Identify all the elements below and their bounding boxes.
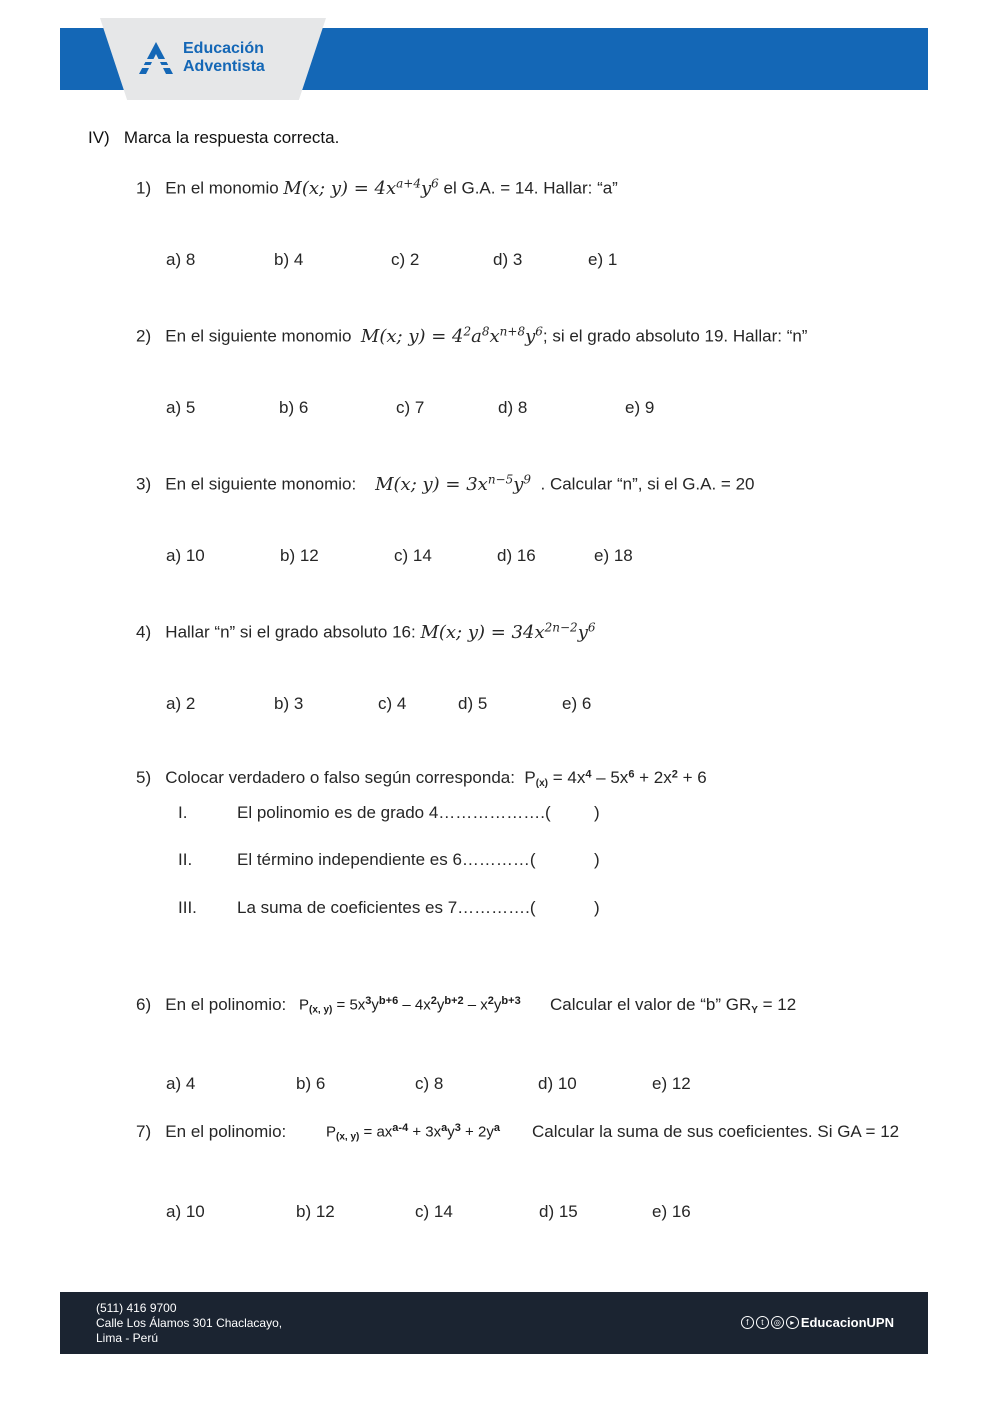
statement-text: El término independiente es 6…………( <box>237 850 536 869</box>
statement-roman: II. <box>178 850 193 869</box>
answer-option[interactable]: d) 15 <box>539 1202 578 1221</box>
question-number: 1) <box>136 178 152 198</box>
answer-option[interactable]: b) 4 <box>274 250 304 269</box>
brand-line-1: Educación <box>183 40 264 57</box>
facebook-icon[interactable]: f <box>741 1316 754 1329</box>
question-text: En el siguiente monomio <box>165 326 352 346</box>
answer-option[interactable]: b) 6 <box>279 398 309 417</box>
answer-option[interactable]: c) 8 <box>415 1074 444 1093</box>
monomial-formula: M(x; $y) = 4x^{a+4}y^6$ <box>283 176 439 199</box>
answer-option[interactable]: c) 4 <box>378 694 407 713</box>
monomial-formula: M(x; $y) = 4^2a^8x^{n+8}y^6$ <box>360 324 543 347</box>
section-title <box>88 128 339 148</box>
answer-option[interactable]: c) 14 <box>415 1202 453 1221</box>
adventist-logo-icon <box>139 42 173 74</box>
question-3 <box>136 472 755 495</box>
question-1 <box>136 176 618 199</box>
answer-option[interactable]: b) 12 <box>280 546 319 565</box>
answer-option[interactable]: e) 6 <box>562 694 592 713</box>
answer-option[interactable]: e) 12 <box>652 1074 691 1093</box>
question-number: 2) <box>136 326 152 346</box>
brand-line-2: Adventista <box>183 58 265 75</box>
twitter-icon[interactable]: t <box>756 1316 769 1329</box>
question-text-end: el G.A. = 14. Hallar: “a” <box>443 178 618 198</box>
answer-option[interactable]: e) 9 <box>625 398 655 417</box>
question-text-end: . Calcular “n”, si el G.A. = 20 <box>540 474 755 494</box>
section-numeral: IV) <box>88 128 110 147</box>
answer-option[interactable]: b) 12 <box>296 1202 335 1221</box>
answer-option[interactable]: e) 1 <box>588 250 618 269</box>
question-4 <box>136 620 596 643</box>
answer-option[interactable]: d) 10 <box>538 1074 577 1093</box>
statement-text: El polinomio es de grado 4……………….( <box>237 803 551 822</box>
brand-name <box>183 40 265 76</box>
statement-roman: III. <box>178 898 197 917</box>
answer-option[interactable]: c) 2 <box>391 250 420 269</box>
answer-option[interactable]: d) 8 <box>498 398 528 417</box>
polynomial-formula: $P_{(x, y)} = 5x^3y^{b+6} - 4x^2y^{b+2} - x^2y^{b+3}$ <box>299 995 521 1016</box>
answer-option[interactable]: d) 5 <box>458 694 488 713</box>
question-text: Hallar “n” si el grado absoluto 16: <box>165 622 416 642</box>
answer-option[interactable]: a) 10 <box>166 1202 205 1221</box>
footer-social <box>741 1315 894 1330</box>
polynomial-formula: $P_{(x)} = 4x^4 - 5x^6 + 2x^2 + 6$ <box>524 768 707 789</box>
answer-option[interactable]: e) 18 <box>594 546 633 565</box>
question-text: En el monomio <box>165 178 279 198</box>
question-number: 4) <box>136 622 152 642</box>
social-handle[interactable]: EducacionUPN <box>800 1315 894 1330</box>
footer-address-line-2: Lima - Perú <box>96 1331 159 1345</box>
question-7 <box>136 1122 286 1142</box>
answer-option[interactable]: d) 3 <box>493 250 523 269</box>
question-text-end: Calcular el valor de “b” $GR_Y = 12$ <box>550 995 797 1016</box>
answer-option[interactable]: e) 16 <box>652 1202 691 1221</box>
monomial-formula: M(x; $y) = 3x^{n-5}y^9$ <box>375 472 532 495</box>
question-6 <box>136 995 286 1015</box>
question-text: En el siguiente monomio: <box>165 474 357 494</box>
answer-option[interactable]: c) 7 <box>396 398 425 417</box>
true-false-blank[interactable]: ) <box>594 898 600 917</box>
footer-address-line-1: Calle Los Álamos 301 Chaclacayo, <box>96 1316 283 1330</box>
question-text: En el polinomio: <box>165 1122 287 1141</box>
youtube-icon[interactable]: ▸ <box>786 1316 799 1329</box>
answer-option[interactable]: a) 5 <box>166 398 196 417</box>
question-text-end: ; si el grado absoluto 19. Hallar: “n” <box>542 326 808 346</box>
question-2 <box>136 324 807 347</box>
answer-option[interactable]: d) 16 <box>497 546 536 565</box>
footer-phone: (511) 416 9700 <box>96 1301 177 1315</box>
answer-option[interactable]: a) 8 <box>166 250 196 269</box>
question-text: En el polinomio: <box>165 995 287 1014</box>
statement-text: La suma de coeficientes es 7………….( <box>237 898 536 917</box>
instagram-icon[interactable]: ◎ <box>771 1316 784 1329</box>
footer-contact <box>96 1301 282 1346</box>
question-text: Colocar verdadero o falso según corresponda: <box>165 768 515 787</box>
answer-option[interactable]: a) 4 <box>166 1074 196 1093</box>
question-5 <box>136 768 707 789</box>
answer-option[interactable]: c) 14 <box>394 546 432 565</box>
question-text-end: Calcular la suma de sus coeficientes. Si GA = 12 <box>532 1122 900 1141</box>
question-number: 6) <box>136 995 152 1014</box>
question-number: 5) <box>136 768 152 787</box>
answer-option[interactable]: a) 2 <box>166 694 196 713</box>
true-false-blank[interactable]: ) <box>594 850 600 869</box>
monomial-formula: M(x; $y) = 34x^{2n-2}y^6$ <box>420 620 596 643</box>
question-number: 7) <box>136 1122 152 1141</box>
section-heading: Marca la respuesta correcta. <box>123 128 340 147</box>
answer-option[interactable]: b) 6 <box>296 1074 326 1093</box>
answer-option[interactable]: a) 10 <box>166 546 205 565</box>
polynomial-formula: $P_{(x, y)} = ax^{a-4} + 3x^ay^3 + 2y^a$ <box>326 1122 500 1143</box>
true-false-blank[interactable]: ) <box>594 803 600 822</box>
statement-roman: I. <box>178 803 188 822</box>
answer-option[interactable]: b) 3 <box>274 694 304 713</box>
question-number: 3) <box>136 474 152 494</box>
